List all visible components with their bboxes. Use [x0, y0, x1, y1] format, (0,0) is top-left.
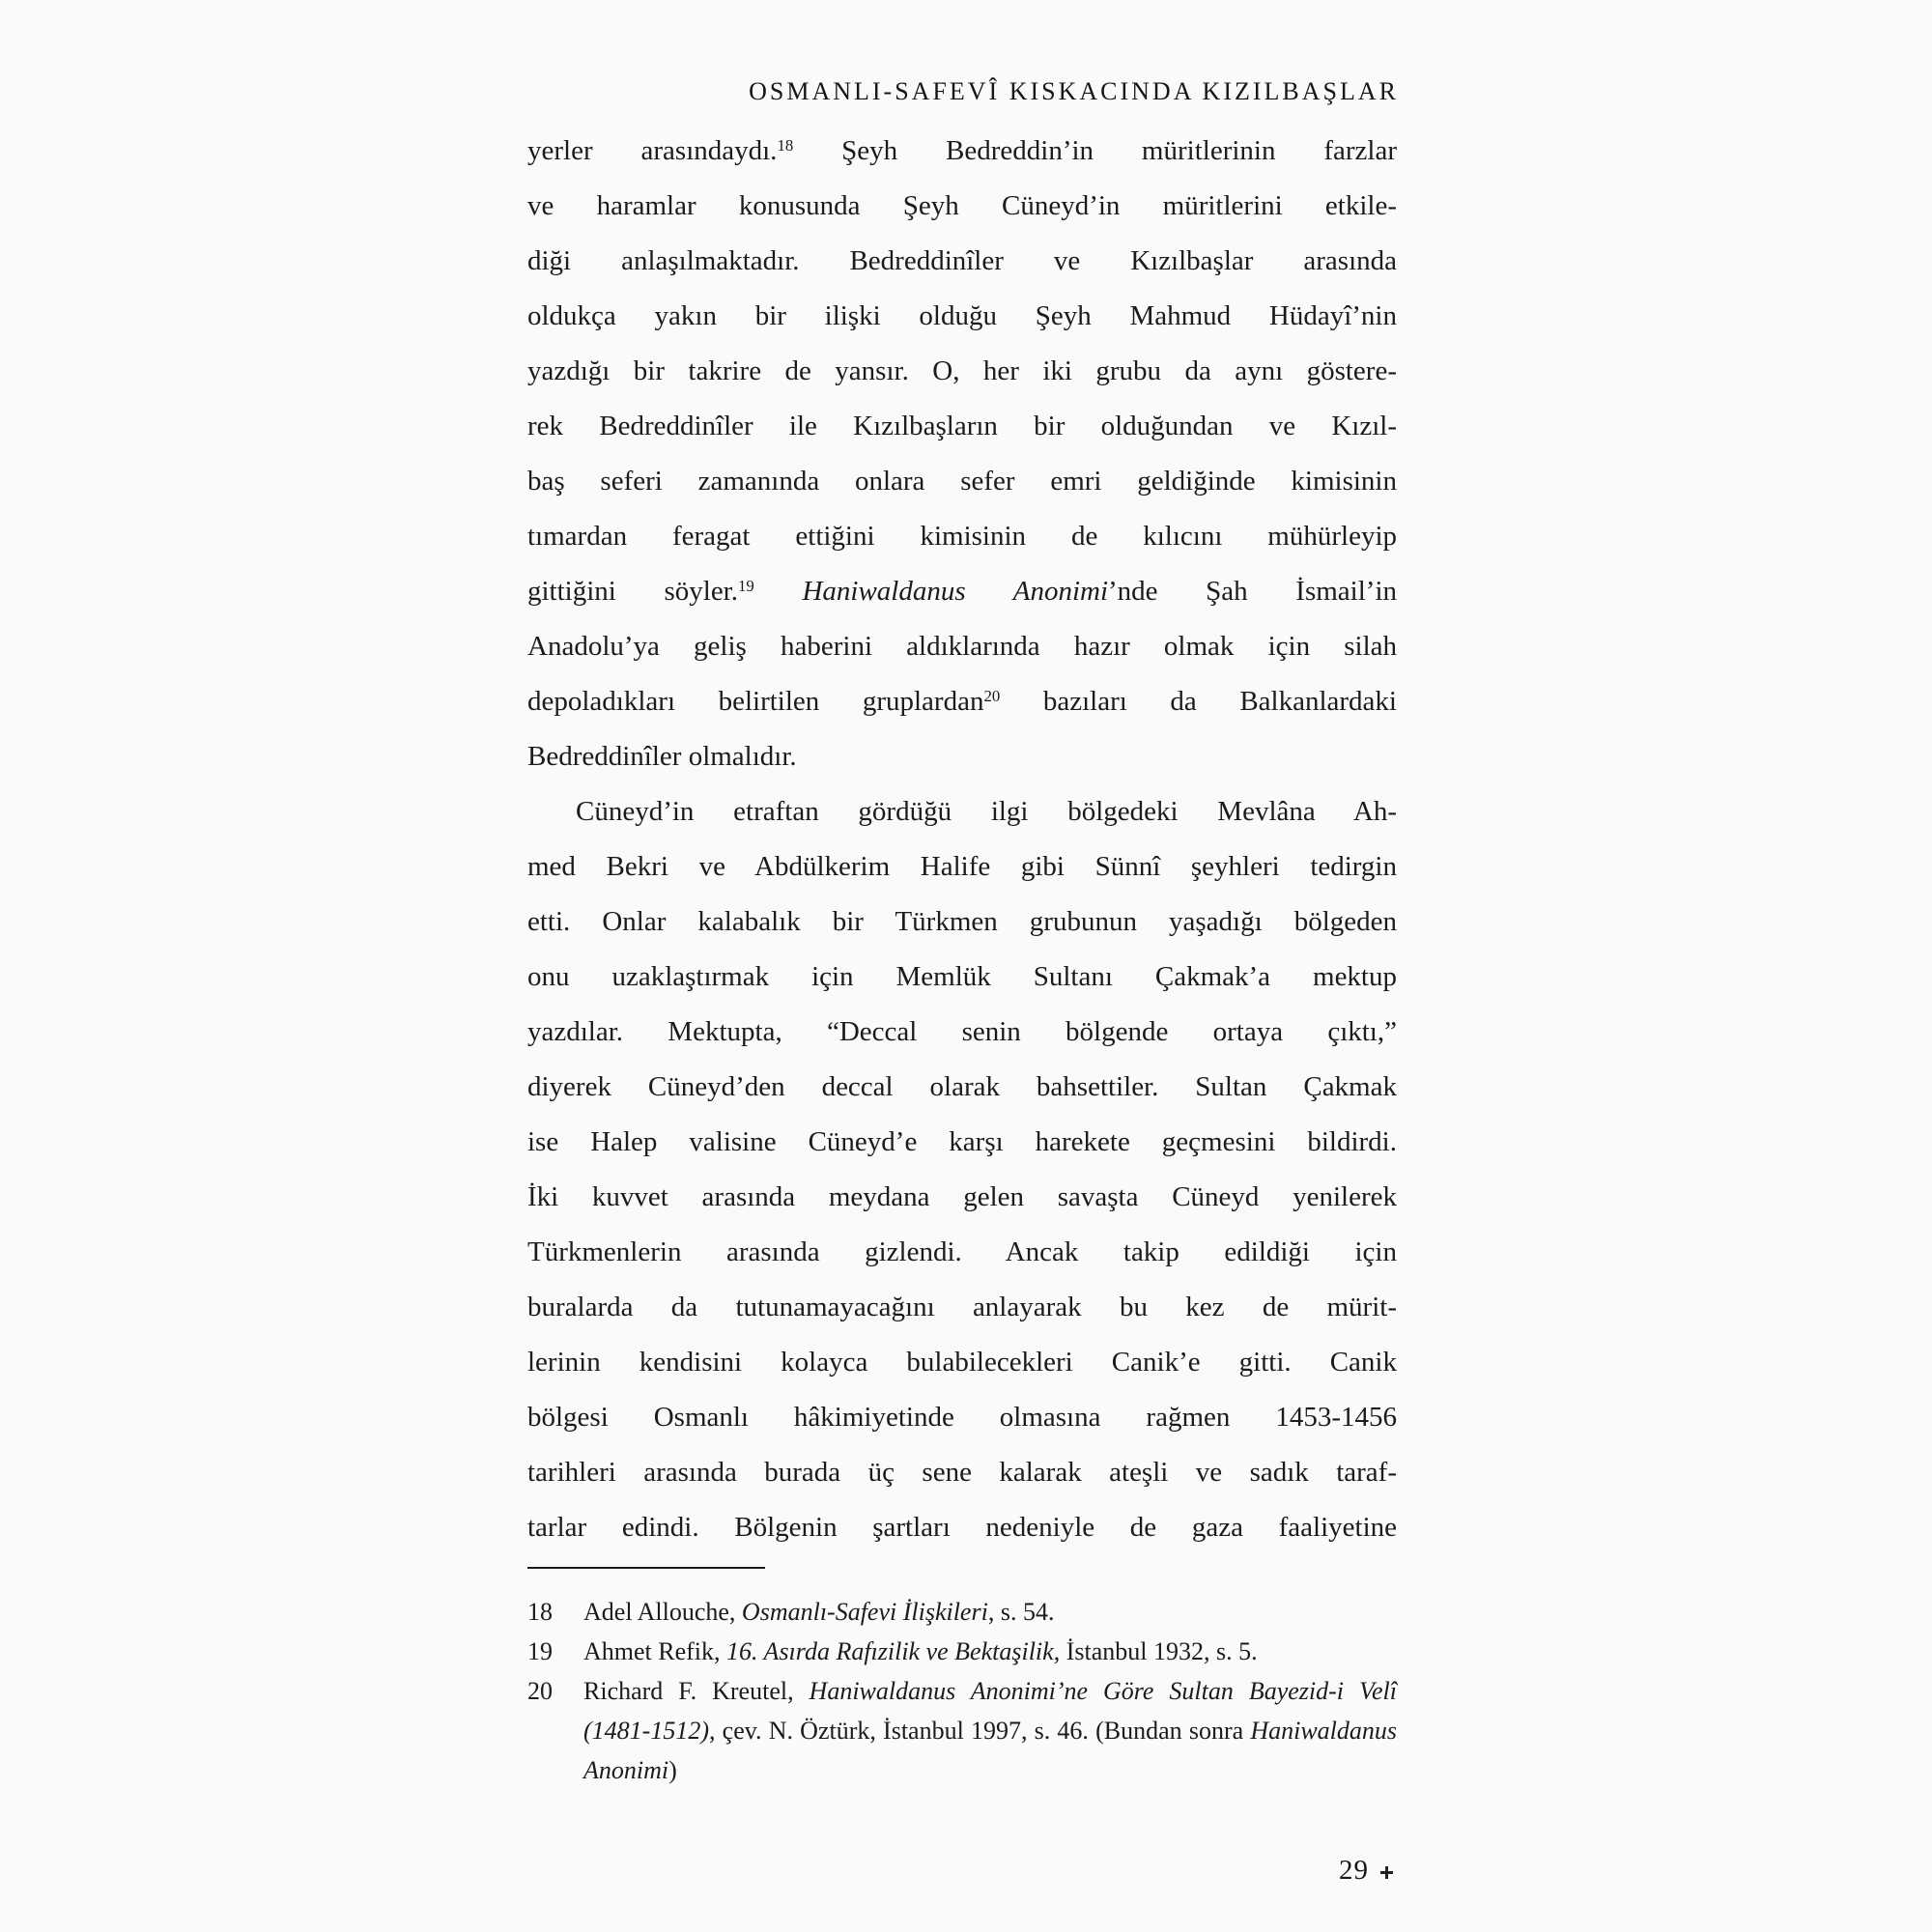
body-line: depoladıkları belirtilen gruplardan$^{20}$ bazıları da Balkanlardaki [527, 686, 1397, 717]
body-text [527, 124, 1397, 1555]
footnote-text: Richard F. Kreutel, Haniwaldanus Anonimi’ne Göre Sultan Bayezid-i Velî (1481-1512), çev. N. Öztürk, İstanbul 1997, s. 46. (Bundan sonra Haniwaldanus Anonimi) [583, 1677, 1397, 1784]
body-line: yerler arasındaydı.$^{18}$ Şeyh Bedreddin’in müritlerinin farzlar [527, 135, 1397, 166]
body-line: tarlar edindi. Bölgenin şartları nedeniyle de gaza faaliyetine [527, 1512, 1397, 1543]
body-line: ise Halep valisine Cüneyd’e karşı harekete geçmesini bildirdi. [527, 1126, 1397, 1157]
body-line: yazdılar. Mektupta, “Deccal senin bölgende ortaya çıktı,” [527, 1016, 1397, 1047]
body-line: rek Bedreddinîler ile Kızılbaşların bir olduğundan ve Kızıl- [527, 411, 1397, 441]
page-number-row [527, 1855, 1393, 1887]
body-line: baş seferi zamanında onlara sefer emri geldiğinde kimisinin [527, 466, 1397, 497]
footnote [527, 1592, 1397, 1632]
footnote-number: 19 [527, 1637, 553, 1665]
body-line: tımardan feragat ettiğini kimisinin de kılıcını mühürleyip [527, 521, 1397, 552]
body-line: med Bekri ve Abdülkerim Halife gibi Sünnî şeyhleri tedirgin [527, 851, 1397, 882]
body-line: oldukça yakın bir ilişki olduğu Şeyh Mahmud Hüdayî’nin [527, 300, 1397, 331]
body-line: lerinin kendisini kolayca bulabilecekleri Canik’e gitti. Canik [527, 1347, 1397, 1378]
body-line: ve haramlar konusunda Şeyh Cüneyd’in müritlerini etkile- [527, 190, 1397, 221]
body-line: diği anlaşılmaktadır. Bedreddinîler ve Kızılbaşlar arasında [527, 245, 1397, 276]
body-line: tarihleri arasında burada üç sene kalarak ateşli ve sadık taraf- [527, 1457, 1397, 1488]
body-line: Cüneyd’in etraftan gördüğü ilgi bölgedeki Mevlâna Ah- [576, 796, 1397, 827]
page-number: 29 [1339, 1855, 1369, 1886]
body-line: onu uzaklaştırmak için Memlük Sultanı Çakmak’a mektup [527, 961, 1397, 992]
footnote-number: 18 [527, 1598, 553, 1626]
body-line: buralarda da tutunamayacağını anlayarak bu kez de mürit- [527, 1292, 1397, 1322]
footnote [527, 1632, 1397, 1671]
footnote-section [527, 1592, 1397, 1790]
body-line: Bedreddinîler olmalıdır. [527, 741, 797, 772]
footnote-text: Ahmet Refik, 16. Asırda Rafızilik ve Bektaşilik, İstanbul 1932, s. 5. [583, 1637, 1258, 1665]
body-line: yazdığı bir takrire de yansır. O, her iki grubu da aynı göstere- [527, 355, 1397, 386]
footnote-rule [527, 1567, 765, 1569]
body-line: etti. Onlar kalabalık bir Türkmen grubunun yaşadığı bölgeden [527, 906, 1397, 937]
body-line: gittiğini söyler.$^{19}$ Haniwaldanus Anonimi’nde Şah İsmail’in [527, 576, 1398, 607]
running-header: OSMANLI-SAFEVÎ KISKACINDA KIZILBAŞLAR [749, 77, 1399, 105]
plus-ornament-icon [1380, 1866, 1393, 1879]
body-line: diyerek Cüneyd’den deccal olarak bahsettiler. Sultan Çakmak [527, 1071, 1397, 1102]
footnote [527, 1671, 1397, 1790]
body-line: Türkmenlerin arasında gizlendi. Ancak takip edildiği için [527, 1236, 1397, 1267]
body-line: Anadolu’ya geliş haberini aldıklarında hazır olmak için silah [527, 631, 1397, 662]
body-line: bölgesi Osmanlı hâkimiyetinde olmasına rağmen 1453-1456 [527, 1402, 1397, 1433]
body-line: İki kuvvet arasında meydana gelen savaşta Cüneyd yenilerek [527, 1181, 1397, 1212]
footnote-text: Adel Allouche, Osmanlı-Safevi İlişkileri, s. 54. [583, 1598, 1055, 1626]
footnote-number: 20 [527, 1677, 553, 1705]
